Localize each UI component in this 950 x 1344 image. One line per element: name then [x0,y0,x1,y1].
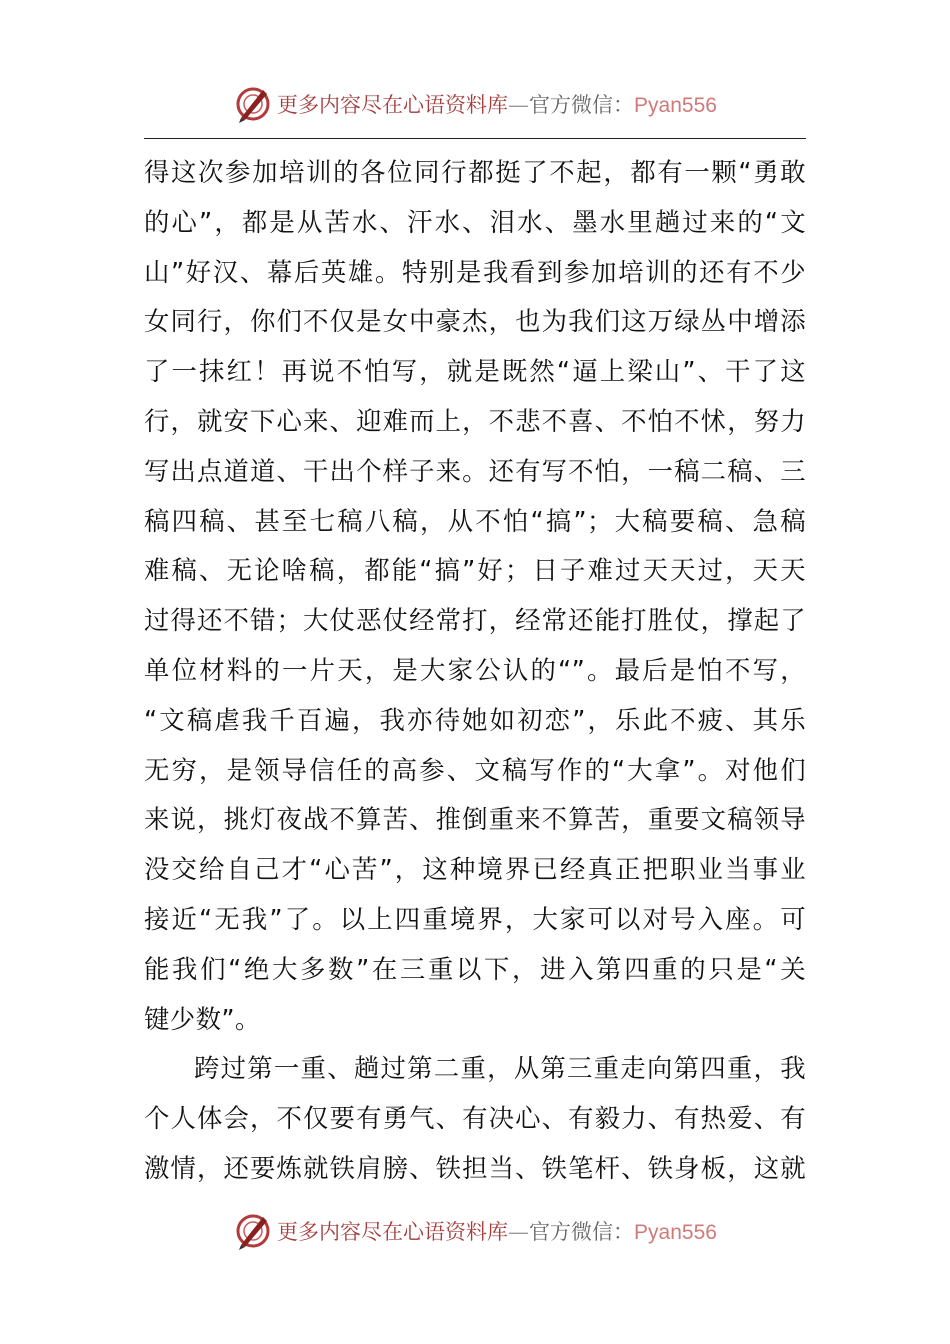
text-line: 写出点道道、干出个样子来。还有写不怕，一稿二稿、三 [144,455,806,486]
text-line: 得这次参加培训的各位同行都挺了不起，都有一颗“勇敢 [144,157,806,187]
watermark-separator: — [508,93,530,117]
text-line: 来说，挑灯夜战不算苦、推倒重来不算苦，重要文稿领导 [144,804,806,835]
text-line: “文稿虐我千百遍，我亦待她如初恋”，乐此不疲、其乐 [144,704,806,735]
header-divider [144,138,806,139]
watermark-label: 官方微信： [529,93,635,117]
watermark-text [277,89,717,119]
footer-watermark [0,1209,950,1253]
text-line: 个人体会，不仅要有勇气、有决心、有毅力、有热爱、有 [144,1103,806,1134]
watermark-handle: Pyan556 [634,1221,717,1244]
text-line: 难稿、无论啥稿，都能“搞”好；日子难过天天过，天天 [144,555,806,586]
watermark-slogan: 更多内容尽在心语资料库 [277,1220,509,1244]
text-line: 能我们“绝大多数”在三重以下，进入第四重的只是“关 [144,953,806,984]
text-line: 的心”，都是从苦水、汗水、泪水、墨水里趟过来的“文 [144,206,806,237]
watermark-slogan: 更多内容尽在心语资料库 [277,93,509,117]
text-line: 接近“无我”了。以上四重境界，大家可以对号入座。可 [144,903,806,934]
text-line: 单位材料的一片天，是大家公认的“”。最后是怕不写， [144,654,806,685]
watermark-label: 官方微信： [529,1220,635,1244]
document-body [144,148,806,1194]
header-watermark [0,82,950,126]
watermark-handle: Pyan556 [634,94,717,117]
watermark-separator: — [508,1220,530,1244]
text-line: 键少数”。 [144,1003,261,1034]
text-line: 了一抹红！再说不怕写，就是既然“逼上梁山”、干了这 [144,356,806,387]
paragraph-first-line: 跨过第一重、趟过第二重，从第三重走向第四重，我 [194,1053,806,1084]
text-line: 山”好汉、幕后英雄。特别是我看到参加培训的还有不少 [144,256,806,287]
text-line: 无穷，是领导信任的高参、文稿写作的“大拿”。对他们 [144,754,806,785]
text-line: 没交给自己才“心苦”，这种境界已经真正把职业当事业 [144,854,806,885]
pen-nib-logo-icon [233,84,273,124]
text-line: 激情，还要炼就铁肩膀、铁担当、铁笔杆、铁身板，这就 [144,1152,806,1183]
watermark-text [277,1216,717,1246]
text-line: 女同行，你们不仅是女中豪杰，也为我们这万绿丛中增添 [144,306,806,337]
text-line: 稿四稿、甚至七稿八稿，从不怕“搞”；大稿要稿、急稿 [144,505,806,536]
text-line: 行，就安下心来、迎难而上，不悲不喜、不怕不怵，努力 [144,405,806,436]
text-line: 过得还不错；大仗恶仗经常打，经常还能打胜仗，撑起了 [144,605,806,636]
pen-nib-logo-icon [233,1211,273,1251]
